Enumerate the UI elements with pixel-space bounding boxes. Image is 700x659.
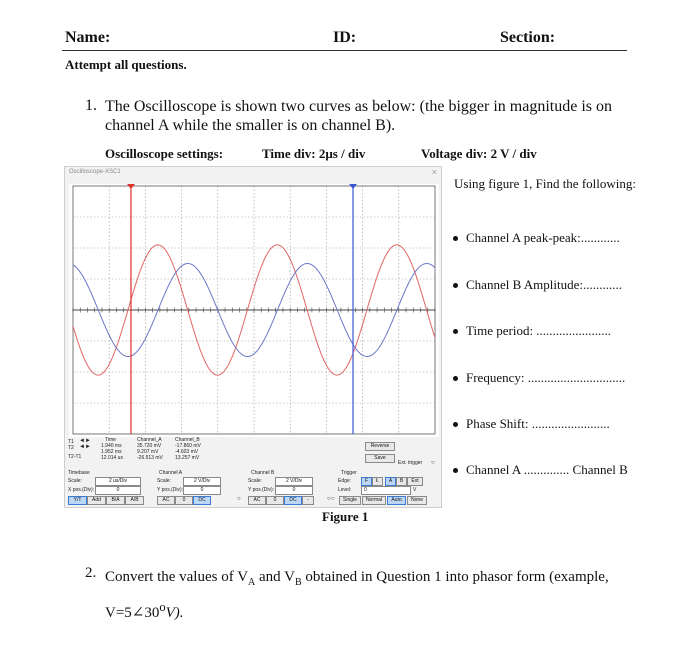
channel-b-title: Channel B: [251, 470, 275, 476]
trigger-level-field[interactable]: 0: [361, 486, 411, 495]
save-button[interactable]: Save: [365, 454, 395, 463]
t2-t1-label: T2-T1: [68, 454, 82, 460]
trigger-single-icon[interactable]: ○: [331, 496, 335, 502]
trigger-single-button[interactable]: Single: [339, 496, 361, 505]
time-div-label: Time div: 2µs / div: [262, 146, 366, 161]
trigger-normal-button[interactable]: Normal: [362, 496, 386, 505]
channel-b-minus-button[interactable]: -: [302, 496, 314, 505]
trigger-edge-label: Edge:: [338, 478, 352, 484]
list-item-label: Frequency: ..............................: [466, 370, 626, 385]
readout-cell: -17.860 mV: [175, 443, 201, 449]
bullet-icon: [453, 376, 458, 381]
channel-a-ac-button[interactable]: AC: [157, 496, 175, 505]
trigger-edge-falling-button[interactable]: Ł: [372, 477, 383, 486]
trigger-title: Trigger: [341, 470, 357, 476]
channel-a-scale-field[interactable]: 2 V/Div: [183, 477, 221, 486]
t1-label: T1: [68, 439, 74, 445]
trigger-level-label: Level:: [338, 487, 352, 493]
channel-b-probe-icon[interactable]: ○: [327, 496, 331, 502]
col-header-channel-a: Channel_A: [137, 437, 162, 443]
trigger-auto-button[interactable]: Auto: [387, 496, 406, 505]
header-divider: [62, 50, 627, 51]
trigger-edge-rising-button[interactable]: F: [361, 477, 372, 486]
list-item-label: Channel A .............. Channel B: [466, 462, 628, 477]
question-1-number: 1.: [85, 97, 97, 114]
bullet-icon: [453, 329, 458, 334]
channel-a-ypos-field[interactable]: 0: [183, 486, 221, 495]
list-item-label: Channel B Amplitude:............: [466, 277, 622, 292]
q2-part: and V: [255, 569, 295, 585]
timebase-scale-label: Scale:: [68, 478, 82, 484]
bullet-icon: [453, 468, 458, 473]
section-label: Section:: [500, 29, 556, 46]
channel-b-ypos-field[interactable]: 0: [275, 486, 313, 495]
bullet-icon: [453, 236, 458, 241]
channel-a-ypos-label: Y pos.(Div):: [157, 487, 184, 493]
channel-a-probe-icon[interactable]: ○: [237, 496, 241, 502]
close-icon[interactable]: ×: [431, 167, 437, 177]
timebase-xpos-field[interactable]: 0: [95, 486, 141, 495]
oscilloscope-screen: [69, 184, 439, 437]
channel-a-dc-button[interactable]: DC: [193, 496, 211, 505]
col-header-channel-b: Channel_B: [175, 437, 200, 443]
figure-caption: Figure 1: [322, 509, 369, 524]
trigger-source-ext-button[interactable]: Ext: [407, 477, 423, 486]
question-1-text: The Oscilloscope is shown two curves as below: (the bigger in magnitude is on channel A while the smaller is on channel B).: [105, 98, 613, 134]
voltage-div-label: Voltage div: 2 V / div: [421, 146, 537, 161]
timebase-title: Timebase: [68, 470, 90, 476]
t2-arrows-icon[interactable]: ◄►: [79, 444, 91, 450]
id-label: ID:: [333, 29, 357, 46]
list-item-lead-lag: [453, 462, 628, 478]
list-item-channel-a-peak-peak: [453, 230, 620, 246]
q2-part: Convert the values of V: [105, 569, 249, 585]
mode-ab-button[interactable]: A/B: [125, 496, 144, 505]
t1-arrows-icon[interactable]: ◄►: [79, 438, 91, 444]
bullet-icon: [453, 283, 458, 288]
readout-cell: 12.014 us: [101, 455, 123, 461]
mode-ba-button[interactable]: B/A: [106, 496, 125, 505]
name-label: Name:: [65, 29, 111, 46]
channel-a-scale-label: Scale:: [157, 478, 171, 484]
list-item-label: Channel A peak-peak:............: [466, 230, 620, 245]
instruction-text: Attempt all questions.: [65, 57, 187, 72]
t2-label: T2: [68, 445, 74, 451]
channel-b-scale-label: Scale:: [248, 478, 262, 484]
channel-b-ypos-label: Y pos.(Div):: [248, 487, 275, 493]
trigger-source-a-button[interactable]: A: [385, 477, 396, 486]
list-item-label: Time period: .......................: [466, 323, 612, 338]
list-item-time-period: [453, 323, 611, 339]
timebase-scale-field[interactable]: 2 us/Div: [95, 477, 141, 486]
q2-degree-superscript: o: [159, 600, 166, 614]
oscilloscope-window: [64, 166, 442, 508]
col-header-time: Time: [105, 437, 116, 443]
trigger-source-b-button[interactable]: B: [396, 477, 407, 486]
oscilloscope-settings-label: Oscilloscope settings:: [105, 146, 224, 161]
q2-part: obtained in Question 1 into phasor form (example, V=5∠30: [105, 569, 609, 621]
reverse-button[interactable]: Reverse: [365, 442, 395, 451]
timebase-xpos-label: X pos.(Div):: [68, 487, 95, 493]
readout-cell: 35.720 mV: [137, 443, 162, 449]
readout-cell: -26.513 mV: [137, 455, 163, 461]
readout-cell: -4.603 mV: [175, 449, 199, 455]
q2-subscript-b: B: [295, 577, 302, 588]
q2-subscript-a: A: [248, 577, 256, 588]
bullet-icon: [453, 422, 458, 427]
readout-cell: 1.952 ms: [101, 449, 122, 455]
readout-cell: 1.940 ms: [101, 443, 122, 449]
channel-a-zero-button[interactable]: 0: [175, 496, 193, 505]
readout-cell: 9.207 mV: [137, 449, 159, 455]
list-item-phase-shift: [453, 416, 610, 432]
list-item-channel-b-amplitude: [453, 277, 622, 293]
mode-yt-button[interactable]: Y/T: [68, 496, 87, 505]
channel-b-ac-button[interactable]: AC: [248, 496, 266, 505]
question-2-number: 2.: [85, 565, 97, 581]
channel-b-zero-button[interactable]: 0: [266, 496, 284, 505]
readout-cell: 13.257 mV: [175, 455, 200, 461]
channel-a-title: Channel A: [159, 470, 183, 476]
channel-b-dc-button[interactable]: DC: [284, 496, 302, 505]
channel-b-scale-field[interactable]: 2 V/Div: [275, 477, 313, 486]
trigger-none-button[interactable]: None: [407, 496, 427, 505]
trigger-level-unit: V: [413, 487, 417, 493]
ext-trigger-icon[interactable]: ○: [431, 460, 435, 466]
ext-trigger-label: Ext. trigger: [398, 460, 423, 466]
oscilloscope-title: Oscilloscope-XSC1: [69, 169, 121, 175]
mode-add-button[interactable]: Add: [87, 496, 106, 505]
question-2-text: [105, 565, 645, 625]
q2-part: V).: [165, 605, 184, 621]
list-item-frequency: [453, 370, 625, 386]
list-item-label: Phase Shift: ........................: [466, 416, 610, 431]
instructions-intro: Using figure 1, Find the following:: [454, 176, 636, 191]
